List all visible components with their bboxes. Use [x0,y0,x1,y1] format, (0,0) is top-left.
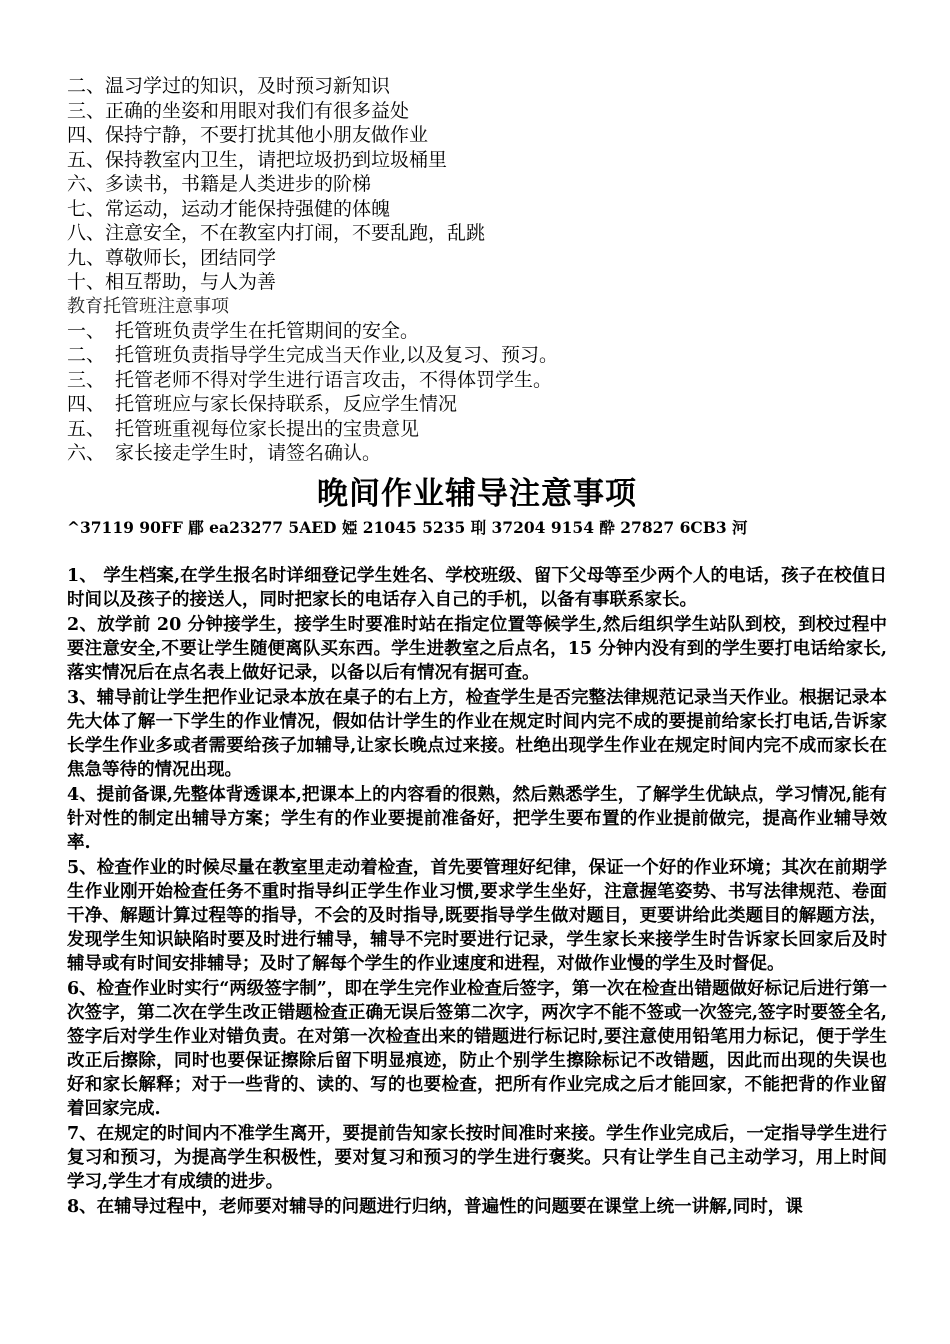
notes-list [67,564,887,1219]
main-title: 晚间作业辅导注意事项 [317,475,637,512]
rule-item: 四、保持宁静，不要打扰其他小朋友做作业 [67,124,429,146]
rule-item: 二、温习学过的知识，及时预习新知识 [67,75,391,97]
rule-item: 九、尊敬师长，团结同学 [67,246,277,269]
rule-item: 十、相互帮助，与人为善 [67,271,277,293]
note-paragraph: 7、在规定的时间内不准学生离开，要提前告知家长按时间准时来接。学生作业完成后，一定指导学生进行复习和预习，为提高学生积极性，要对复习和预习的学生进行褒奖。只有让学生自己主动学习，用上时间学习,学生才有成绩的进步。 [67,1123,887,1192]
care-list [67,319,887,466]
document-page [67,74,887,1220]
note-paragraph: 8、在辅导过程中，老师要对辅导的问题进行归纳，普遍性的问题要在课堂上统一讲解,同时，课 [67,1196,803,1217]
rule-item: 八、注意安全，不在教室内打闹，不要乱跑，乱跳 [67,222,486,244]
note-paragraph: 5、检查作业的时候尽量在教室里走动着检查，首先要管理好纪律，保证一个好的作业环境；其次在前期学生作业刚开始检查任务不重时指导纠正学生作业习惯,要求学生坐好，注意握笔姿势、书写法律规范、卷面干净、解题计算过程等的指导，不会的及时指导,既要指导学生做对题目，更要讲给此类题目的解题方法，发现学生知识缺陷时要及时进行辅导，辅导不完时要进行记录，学生家长来接学生时告诉家长回家后及时辅导或有时间安排辅导；及时了解每个学生的作业速度和进程，对做作业慢的学生及时督促。 [67,857,887,974]
character-codes-line: ^37119 90FF 郿 ea23277 5AED 婭 21045 5235 刵 37204 9154 酔 27827 6CB3 河 [67,517,748,537]
care-item [67,343,887,368]
care-item-number: 三、 [67,368,106,391]
care-item-text: 托管班负责指导学生完成当天作业,以及复习、预习。 [115,344,559,366]
care-item-text: 托管班重视每位家长提出的宝贵意见 [115,417,420,440]
care-item [67,368,887,393]
care-item-number: 二、 [67,344,106,366]
note-paragraph: 4、提前备课,先整体背透课本,把课本上的内容看的很熟，然后熟悉学生，了解学生优缺点，学习情况,能有针对性的制定出辅导方案；学生有的作业要提前准备好，把学生要布置的作业提前做完，提高作业辅导效率. [67,784,887,853]
rule-item: 七、常运动，运动才能保持强健的体魄 [67,197,391,220]
care-item-number: 一、 [67,319,106,342]
care-item-text: 托管班应与家长保持联系，反应学生情况 [115,393,458,415]
note-paragraph: 2、放学前 20 分钟接学生，接学生时要准时站在指定位置等候学生,然后组织学生站队到校，到校过程中要注意安全,不要让学生随便离队买东西。学生进教室之后点名，15 分钟内没有到的学生要打电话给家长,落实情况后在点名表上做好记录，以备以后有情况有据可查。 [67,614,887,683]
care-item [67,319,887,344]
rule-item: 六、多读书，书籍是人类进步的阶梯 [67,173,372,195]
note-paragraph: 1、 学生档案,在学生报名时详细登记学生姓名、学校班级、留下父母等至少两个人的电话，孩子在校值日时间以及孩子的接送人，同时把家长的电话存入自己的手机，以备有事联系家长。 [67,565,887,610]
care-item [67,417,887,442]
rule-item: 三、正确的坐姿和用眼对我们有很多益处 [67,99,410,122]
note-paragraph: 3、辅导前让学生把作业记录本放在桌子的右上方，检查学生是否完整法律规范记录当天作业。根据记录本先大体了解一下学生的作业情况，假如估计学生的作业在规定时间内完不成的要提前给家长打电话,告诉家长学生作业多或者需要给孩子加辅导,让家长晚点过来接。杜绝出现学生作业在规定时间内完不成而家长在焦急等待的情况出现。 [67,687,887,780]
care-item [67,392,887,417]
note-paragraph: 6、检查作业时实行“两级签字制”，即在学生完作业检查后签字，第一次在检查出错题做好标记后进行第一次签字，第二次在学生改正错题检查正确无误后签第二次字，两次字不能不签或一次签完,签字时要签全名,签字后对学生作业对错负责。在对第一次检查出来的错题进行标记时,要注意使用铅笔用力标记，便于学生改正后擦除，同时也要保证擦除后留下明显痕迹，防止个别学生擦除标记不改错题，因此而出现的失误也好和家长解释；对于一些背的、读的、写的也要检查，把所有作业完成之后才能回家，不能把背的作业留着回家完成. [67,978,887,1119]
care-item [67,441,887,466]
care-item-text: 托管班负责学生在托管期间的安全。 [115,319,420,342]
rule-item: 五、保持教室内卫生，请把垃圾扔到垃圾桶里 [67,148,448,171]
care-item-number: 五、 [67,417,106,440]
care-item-number: 四、 [67,393,106,415]
care-item-text: 托管老师不得对学生进行语言攻击，不得体罚学生。 [115,368,553,391]
rules-list [67,74,887,295]
care-item-text: 家长接走学生时，请签名确认。 [115,442,382,464]
care-section-title: 教育托管班注意事项 [67,295,229,317]
care-item-number: 六、 [67,442,106,464]
